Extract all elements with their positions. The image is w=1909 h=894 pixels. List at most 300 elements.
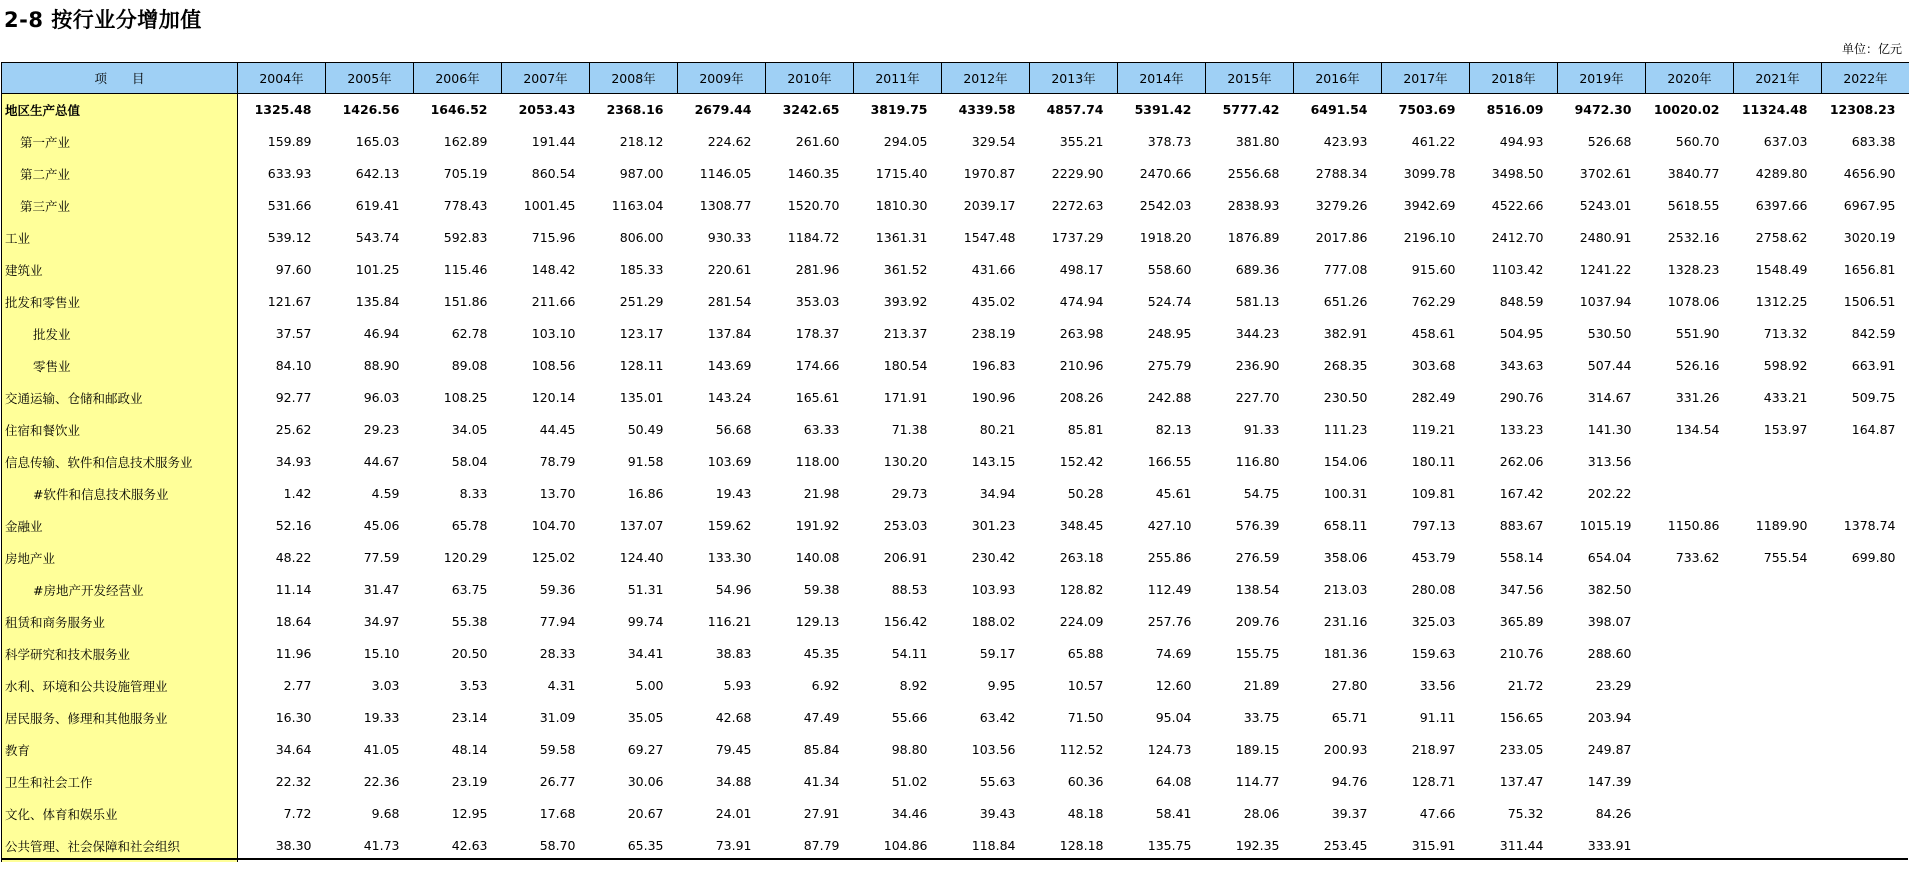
value-cell: 8516.09 xyxy=(1486,102,1544,118)
value-cell: 3819.75 xyxy=(870,102,928,118)
value-cell: 91.33 xyxy=(1243,422,1280,437)
value-cell: 733.62 xyxy=(1675,550,1720,565)
value-cell: 22.32 xyxy=(275,774,312,789)
value-cell: 4289.80 xyxy=(1755,166,1808,181)
value-cell: 930.33 xyxy=(707,230,752,245)
value-cell: 231.16 xyxy=(1323,614,1368,629)
value-cell: 164.87 xyxy=(1851,422,1896,437)
value-cell: 137.47 xyxy=(1499,774,1544,789)
value-cell: 1520.70 xyxy=(787,198,840,213)
value-cell: 778.43 xyxy=(443,198,488,213)
value-cell: 509.75 xyxy=(1851,390,1896,405)
value-cell: 3.53 xyxy=(459,678,488,693)
value-cell: 29.23 xyxy=(363,422,400,437)
value-cell: 148.42 xyxy=(531,262,576,277)
row-label: 地区生产总值 xyxy=(2,94,238,126)
value-cell: 1918.20 xyxy=(1139,230,1192,245)
value-cell: 135.75 xyxy=(1147,838,1192,853)
value-cell: 25.62 xyxy=(275,422,312,437)
value-cell: 191.92 xyxy=(795,518,840,533)
value-cell: 171.91 xyxy=(883,390,928,405)
value-cell: 23.19 xyxy=(451,774,488,789)
value-cell: 848.59 xyxy=(1499,294,1544,309)
value-cell: 58.04 xyxy=(451,454,488,469)
value-cell: 128.11 xyxy=(619,358,664,373)
value-cell: 5391.42 xyxy=(1134,102,1192,118)
value-cell: 17.68 xyxy=(539,806,576,821)
value-cell: 174.66 xyxy=(795,358,840,373)
value-cell: 236.90 xyxy=(1235,358,1280,373)
value-cell xyxy=(1822,830,1909,862)
value-cell: 262.06 xyxy=(1499,454,1544,469)
value-cell: 3242.65 xyxy=(782,102,840,118)
value-cell: 633.93 xyxy=(267,166,312,181)
value-cell: 230.42 xyxy=(971,550,1016,565)
value-cell: 19.33 xyxy=(363,710,400,725)
value-cell: 124.73 xyxy=(1147,742,1192,757)
value-cell: 6967.95 xyxy=(1843,198,1896,213)
value-cell: 1015.19 xyxy=(1579,518,1632,533)
value-cell: 12.60 xyxy=(1155,678,1192,693)
value-cell: 2542.03 xyxy=(1139,198,1192,213)
value-cell: 637.03 xyxy=(1763,134,1808,149)
value-cell: 4339.58 xyxy=(958,102,1016,118)
value-cell: 39.43 xyxy=(979,806,1016,821)
value-cell: 218.97 xyxy=(1411,742,1456,757)
value-cell: 59.58 xyxy=(539,742,576,757)
value-cell: 84.26 xyxy=(1595,806,1632,821)
value-cell: 103.10 xyxy=(531,326,576,341)
header-year: 2018年 xyxy=(1470,63,1558,94)
row-label: 科学研究和技术服务业 xyxy=(2,638,238,670)
value-cell: 1547.48 xyxy=(963,230,1016,245)
value-cell: 4522.66 xyxy=(1491,198,1544,213)
value-cell: 45.61 xyxy=(1155,486,1192,501)
value-cell xyxy=(1646,670,1734,702)
value-cell: 73.91 xyxy=(715,838,752,853)
value-cell: 208.26 xyxy=(1059,390,1104,405)
value-cell: 16.86 xyxy=(627,486,664,501)
value-cell: 315.91 xyxy=(1411,838,1456,853)
row-label: 教育 xyxy=(2,734,238,766)
value-cell: 129.13 xyxy=(795,614,840,629)
value-cell: 797.13 xyxy=(1411,518,1456,533)
value-cell: 155.75 xyxy=(1235,646,1280,661)
value-cell: 218.12 xyxy=(619,134,664,149)
value-cell: 31.47 xyxy=(363,582,400,597)
value-cell: 62.78 xyxy=(451,326,488,341)
value-cell xyxy=(1734,734,1822,766)
value-cell xyxy=(1646,734,1734,766)
value-cell: 2039.17 xyxy=(963,198,1016,213)
value-cell: 642.13 xyxy=(355,166,400,181)
table-row xyxy=(2,734,1909,766)
value-cell: 619.41 xyxy=(355,198,400,213)
value-cell: 347.56 xyxy=(1499,582,1544,597)
value-cell: 290.76 xyxy=(1499,390,1544,405)
table-row xyxy=(2,574,1909,606)
value-cell: 137.84 xyxy=(707,326,752,341)
value-cell: 2758.62 xyxy=(1755,230,1808,245)
row-label: 文化、体育和娱乐业 xyxy=(2,798,238,830)
value-cell: 2556.68 xyxy=(1227,166,1280,181)
value-cell xyxy=(1734,478,1822,510)
value-cell: 159.62 xyxy=(707,518,752,533)
value-cell: 1715.40 xyxy=(875,166,928,181)
value-cell: 109.81 xyxy=(1411,486,1456,501)
value-cell: 435.02 xyxy=(971,294,1016,309)
table-row xyxy=(2,638,1909,670)
value-cell: 125.02 xyxy=(531,550,576,565)
value-cell: 11.96 xyxy=(275,646,312,661)
value-cell: 5777.42 xyxy=(1222,102,1280,118)
value-cell xyxy=(1646,830,1734,862)
value-cell: 33.75 xyxy=(1243,710,1280,725)
value-cell: 85.84 xyxy=(803,742,840,757)
table-row xyxy=(2,94,1909,126)
value-cell: 257.76 xyxy=(1147,614,1192,629)
value-cell: 301.23 xyxy=(971,518,1016,533)
value-cell: 230.50 xyxy=(1323,390,1368,405)
value-cell: 55.63 xyxy=(979,774,1016,789)
value-cell: 143.15 xyxy=(971,454,1016,469)
value-cell: 280.08 xyxy=(1411,582,1456,597)
value-cell: 3279.26 xyxy=(1315,198,1368,213)
value-cell: 41.05 xyxy=(363,742,400,757)
value-cell: 58.70 xyxy=(539,838,576,853)
value-cell: 1150.86 xyxy=(1667,518,1720,533)
value-cell: 358.06 xyxy=(1323,550,1368,565)
value-cell: 507.44 xyxy=(1587,358,1632,373)
value-cell: 1312.25 xyxy=(1755,294,1808,309)
value-cell xyxy=(1734,574,1822,606)
value-cell: 255.86 xyxy=(1147,550,1192,565)
value-cell: 141.30 xyxy=(1587,422,1632,437)
value-cell: 253.03 xyxy=(883,518,928,533)
header-year: 2012年 xyxy=(942,63,1030,94)
value-cell xyxy=(1646,638,1734,670)
value-cell: 777.08 xyxy=(1323,262,1368,277)
value-cell: 9.95 xyxy=(987,678,1016,693)
value-cell: 2788.34 xyxy=(1315,166,1368,181)
value-cell: 95.04 xyxy=(1155,710,1192,725)
value-cell: 100.31 xyxy=(1323,486,1368,501)
header-item: 项 目 xyxy=(2,63,238,94)
value-cell: 101.25 xyxy=(355,262,400,277)
value-cell: 2272.63 xyxy=(1051,198,1104,213)
value-cell: 116.80 xyxy=(1235,454,1280,469)
value-cell: 196.83 xyxy=(971,358,1016,373)
value-cell: 238.19 xyxy=(971,326,1016,341)
value-cell xyxy=(1822,446,1909,478)
value-cell: 24.01 xyxy=(715,806,752,821)
value-cell: 12.95 xyxy=(451,806,488,821)
value-cell: 34.88 xyxy=(715,774,752,789)
value-cell: 654.04 xyxy=(1587,550,1632,565)
value-cell: 4857.74 xyxy=(1046,102,1104,118)
value-cell: 1163.04 xyxy=(611,198,664,213)
value-cell: 166.55 xyxy=(1147,454,1192,469)
value-cell xyxy=(1822,702,1909,734)
value-cell: 1876.89 xyxy=(1227,230,1280,245)
value-cell: 683.38 xyxy=(1851,134,1896,149)
table-row xyxy=(2,542,1909,574)
header-year: 2011年 xyxy=(854,63,942,94)
value-cell: 5243.01 xyxy=(1579,198,1632,213)
value-cell: 461.22 xyxy=(1411,134,1456,149)
value-cell: 1810.30 xyxy=(875,198,928,213)
value-cell: 5.93 xyxy=(723,678,752,693)
value-cell: 58.41 xyxy=(1155,806,1192,821)
value-cell: 11324.48 xyxy=(1741,102,1808,118)
header-year: 2006年 xyxy=(414,63,502,94)
row-label: #房地产开发经营业 xyxy=(2,574,238,606)
value-cell: 31.09 xyxy=(539,710,576,725)
value-cell: 54.96 xyxy=(715,582,752,597)
value-cell xyxy=(1822,606,1909,638)
header-year: 2015年 xyxy=(1206,63,1294,94)
row-label: 金融业 xyxy=(2,510,238,542)
value-cell: 842.59 xyxy=(1851,326,1896,341)
value-cell: 213.03 xyxy=(1323,582,1368,597)
value-cell: 45.35 xyxy=(803,646,840,661)
value-cell: 276.59 xyxy=(1235,550,1280,565)
value-cell: 123.17 xyxy=(619,326,664,341)
value-cell: 64.08 xyxy=(1155,774,1192,789)
value-cell: 2470.66 xyxy=(1139,166,1192,181)
row-label: 水利、环境和公共设施管理业 xyxy=(2,670,238,702)
table-row xyxy=(2,446,1909,478)
value-cell: 382.50 xyxy=(1587,582,1632,597)
value-cell: 41.34 xyxy=(803,774,840,789)
table-row xyxy=(2,350,1909,382)
value-cell: 705.19 xyxy=(443,166,488,181)
value-cell: 119.21 xyxy=(1411,422,1456,437)
value-cell: 152.42 xyxy=(1059,454,1104,469)
table-body xyxy=(2,94,1909,862)
value-cell: 34.64 xyxy=(275,742,312,757)
value-cell: 3020.19 xyxy=(1843,230,1896,245)
value-cell: 103.93 xyxy=(971,582,1016,597)
value-cell: 65.78 xyxy=(451,518,488,533)
value-cell: 63.33 xyxy=(803,422,840,437)
value-cell: 2412.70 xyxy=(1491,230,1544,245)
value-cell: 118.00 xyxy=(795,454,840,469)
value-cell: 423.93 xyxy=(1323,134,1368,149)
table-row xyxy=(2,222,1909,254)
value-cell: 3702.61 xyxy=(1579,166,1632,181)
value-cell: 185.33 xyxy=(619,262,664,277)
value-cell: 543.74 xyxy=(355,230,400,245)
value-cell: 3942.69 xyxy=(1403,198,1456,213)
value-cell: 860.54 xyxy=(531,166,576,181)
value-cell: 29.73 xyxy=(891,486,928,501)
value-cell: 165.03 xyxy=(355,134,400,149)
value-cell: 137.07 xyxy=(619,518,664,533)
value-cell: 253.45 xyxy=(1323,838,1368,853)
value-cell xyxy=(1822,574,1909,606)
value-cell: 9472.30 xyxy=(1574,102,1632,118)
value-cell: 38.30 xyxy=(275,838,312,853)
value-cell: 45.06 xyxy=(363,518,400,533)
value-cell: 65.88 xyxy=(1067,646,1104,661)
value-added-table xyxy=(1,62,1909,862)
value-cell: 1361.31 xyxy=(875,230,928,245)
value-cell: 2368.16 xyxy=(606,102,664,118)
value-cell: 12308.23 xyxy=(1829,102,1896,118)
value-cell xyxy=(1822,670,1909,702)
header-year: 2004年 xyxy=(238,63,326,94)
value-cell: 2196.10 xyxy=(1403,230,1456,245)
value-cell: 261.60 xyxy=(795,134,840,149)
value-cell: 333.91 xyxy=(1587,838,1632,853)
value-cell: 130.20 xyxy=(883,454,928,469)
value-cell: 5618.55 xyxy=(1667,198,1720,213)
value-cell xyxy=(1734,446,1822,478)
value-cell: 77.59 xyxy=(363,550,400,565)
value-cell: 1970.87 xyxy=(963,166,1016,181)
value-cell: 89.08 xyxy=(451,358,488,373)
value-cell: 2679.44 xyxy=(694,102,752,118)
value-cell: 526.16 xyxy=(1675,358,1720,373)
value-cell: 1146.05 xyxy=(699,166,752,181)
value-cell: 361.52 xyxy=(883,262,928,277)
value-cell: 806.00 xyxy=(619,230,664,245)
value-cell: 378.73 xyxy=(1147,134,1192,149)
value-cell: 2532.16 xyxy=(1667,230,1720,245)
value-cell: 133.23 xyxy=(1499,422,1544,437)
value-cell: 398.07 xyxy=(1587,614,1632,629)
value-cell: 206.91 xyxy=(883,550,928,565)
value-cell xyxy=(1822,734,1909,766)
value-cell: 1184.72 xyxy=(787,230,840,245)
value-cell: 233.05 xyxy=(1499,742,1544,757)
value-cell: 1646.52 xyxy=(430,102,488,118)
value-cell: 28.33 xyxy=(539,646,576,661)
value-cell: 54.11 xyxy=(891,646,928,661)
value-cell xyxy=(1822,478,1909,510)
value-cell xyxy=(1646,446,1734,478)
value-cell: 75.32 xyxy=(1507,806,1544,821)
value-cell: 98.80 xyxy=(891,742,928,757)
value-cell: 5.00 xyxy=(635,678,664,693)
value-cell: 41.73 xyxy=(363,838,400,853)
value-cell: 210.76 xyxy=(1499,646,1544,661)
value-cell: 504.95 xyxy=(1499,326,1544,341)
header-year: 2008年 xyxy=(590,63,678,94)
value-cell: 94.76 xyxy=(1331,774,1368,789)
value-cell: 153.97 xyxy=(1763,422,1808,437)
value-cell xyxy=(1822,798,1909,830)
value-cell: 209.76 xyxy=(1235,614,1280,629)
value-cell: 539.12 xyxy=(267,230,312,245)
value-cell xyxy=(1734,766,1822,798)
row-label: 批发和零售业 xyxy=(2,286,238,318)
value-cell: 558.14 xyxy=(1499,550,1544,565)
table-row xyxy=(2,126,1909,158)
table-row xyxy=(2,158,1909,190)
value-cell: 112.52 xyxy=(1059,742,1104,757)
value-cell: 134.54 xyxy=(1675,422,1720,437)
value-cell: 203.94 xyxy=(1587,710,1632,725)
value-cell: 348.45 xyxy=(1059,518,1104,533)
value-cell: 44.45 xyxy=(539,422,576,437)
table-row xyxy=(2,670,1909,702)
value-cell: 4.31 xyxy=(547,678,576,693)
value-cell xyxy=(1646,702,1734,734)
value-cell: 159.63 xyxy=(1411,646,1456,661)
value-cell: 1737.29 xyxy=(1051,230,1104,245)
value-cell: 151.86 xyxy=(443,294,488,309)
value-cell: 48.18 xyxy=(1067,806,1104,821)
value-cell: 551.90 xyxy=(1675,326,1720,341)
value-cell: 188.02 xyxy=(971,614,1016,629)
value-cell: 249.87 xyxy=(1587,742,1632,757)
value-cell: 77.94 xyxy=(539,614,576,629)
value-cell: 530.50 xyxy=(1587,326,1632,341)
value-cell: 13.70 xyxy=(539,486,576,501)
value-cell: 27.91 xyxy=(803,806,840,821)
value-cell: 140.08 xyxy=(795,550,840,565)
value-cell: 560.70 xyxy=(1675,134,1720,149)
value-cell: 47.49 xyxy=(803,710,840,725)
value-cell: 181.36 xyxy=(1323,646,1368,661)
value-cell: 699.80 xyxy=(1851,550,1896,565)
value-cell: 69.27 xyxy=(627,742,664,757)
value-cell: 178.37 xyxy=(795,326,840,341)
value-cell: 433.21 xyxy=(1763,390,1808,405)
value-cell xyxy=(1646,798,1734,830)
value-cell: 1460.35 xyxy=(787,166,840,181)
value-cell: 6397.66 xyxy=(1755,198,1808,213)
value-cell: 213.37 xyxy=(883,326,928,341)
value-cell: 2053.43 xyxy=(518,102,576,118)
value-cell: 268.35 xyxy=(1323,358,1368,373)
table-row xyxy=(2,702,1909,734)
value-cell: 143.69 xyxy=(707,358,752,373)
value-cell: 526.68 xyxy=(1587,134,1632,149)
value-cell: 191.44 xyxy=(531,134,576,149)
table-row xyxy=(2,190,1909,222)
value-cell: 30.06 xyxy=(627,774,664,789)
value-cell: 133.30 xyxy=(707,550,752,565)
value-cell: 97.60 xyxy=(275,262,312,277)
value-cell: 21.89 xyxy=(1243,678,1280,693)
value-cell: 329.54 xyxy=(971,134,1016,149)
value-cell: 147.39 xyxy=(1587,774,1632,789)
value-cell: 55.38 xyxy=(451,614,488,629)
value-cell: 651.26 xyxy=(1323,294,1368,309)
row-label: 批发业 xyxy=(2,318,238,350)
value-cell: 18.64 xyxy=(275,614,312,629)
value-cell: 8.92 xyxy=(899,678,928,693)
value-cell: 282.49 xyxy=(1411,390,1456,405)
value-cell: 99.74 xyxy=(627,614,664,629)
value-cell: 48.22 xyxy=(275,550,312,565)
value-cell: 263.18 xyxy=(1059,550,1104,565)
value-cell: 120.29 xyxy=(443,550,488,565)
value-cell: 15.10 xyxy=(363,646,400,661)
value-cell: 23.29 xyxy=(1595,678,1632,693)
value-cell: 180.11 xyxy=(1411,454,1456,469)
value-cell: 1328.23 xyxy=(1667,262,1720,277)
value-cell: 115.46 xyxy=(443,262,488,277)
value-cell: 34.94 xyxy=(979,486,1016,501)
table-row xyxy=(2,382,1909,414)
value-cell: 28.06 xyxy=(1243,806,1280,821)
value-cell: 4.59 xyxy=(371,486,400,501)
value-cell xyxy=(1822,638,1909,670)
